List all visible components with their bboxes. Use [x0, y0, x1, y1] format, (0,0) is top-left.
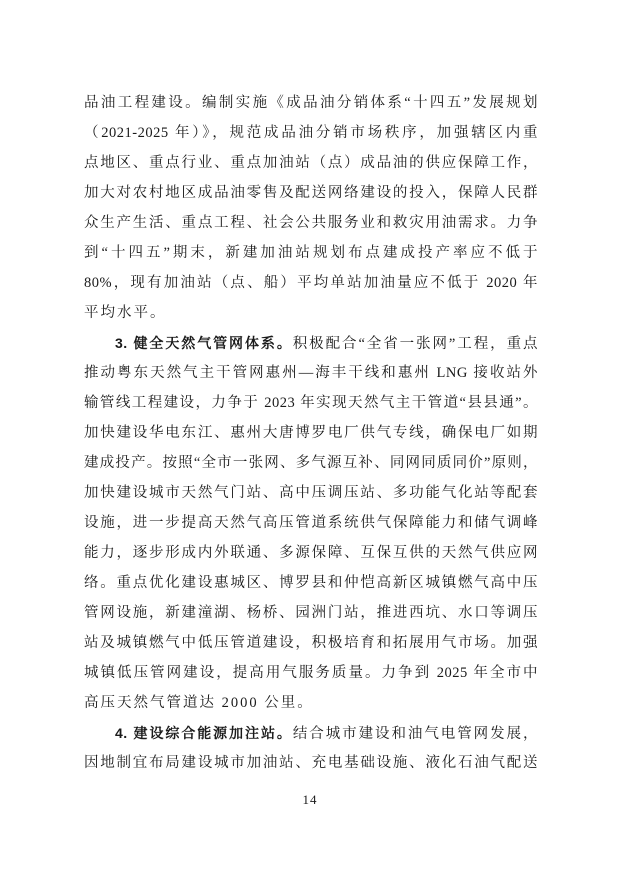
text-line [84, 88, 538, 118]
text-line [84, 598, 538, 628]
text-line [84, 418, 538, 448]
line-text: 众生产生活、重点工程、社会公共服务业和救灾用油需求。力争 [84, 215, 538, 231]
text-line [84, 568, 538, 598]
text-line [84, 508, 538, 538]
para-oil-products-continuation [84, 88, 538, 328]
line-text: 平均水平。 [84, 305, 167, 321]
line-text: 加快建设华电东江、惠州大唐博罗电厂供气专线，确保电厂如期 [84, 425, 538, 441]
text-line [84, 238, 538, 268]
paragraph-heading: 4. 建设综合能源加注站。 [115, 725, 293, 741]
text-line [84, 658, 538, 688]
line-text: 管网设施，新建潼湖、杨桥、园洲门站，推进西坑、水口等调压 [84, 605, 538, 621]
text-line [84, 118, 538, 148]
text-line [84, 748, 538, 778]
line-text: 站及城镇燃气中低压管道建设，积极培育和拓展用气市场。加强 [84, 635, 538, 651]
line-text: 络。重点优化建设惠城区、博罗县和仲恺高新区城镇燃气高中压 [84, 575, 538, 591]
line-text: 因地制宜布局建设城市加油站、充电基础设施、液化石油气配送 [84, 755, 538, 771]
text-line [84, 448, 538, 478]
text-line [84, 328, 538, 358]
line-text: 结合城市建设和油气电管网发展， [292, 726, 538, 742]
text-line [84, 478, 538, 508]
page-body-text [84, 88, 538, 778]
line-text: 输管线工程建设，力争于 2023 年实现天然气主干管道“县县通”。 [84, 395, 538, 411]
line-text: 积极配合“全省一张网”工程，重点 [292, 336, 538, 352]
text-line [84, 538, 538, 568]
line-text: 加大对农村地区成品油零售及配送网络建设的投入，保障人民群 [84, 185, 538, 201]
line-text: 能力，逐步形成内外联通、多源保障、互保互供的天然气供应网 [84, 545, 538, 561]
text-line [84, 178, 538, 208]
line-text: 推动粤东天然气主干管网惠州—海丰干线和惠州 LNG 接收站外 [84, 365, 538, 381]
line-text: 80%，现有加油站（点、船）平均单站加油量应不低于 2020 年 [84, 275, 538, 291]
line-text: 品油工程建设。编制实施《成品油分销体系“十四五”发展规划 [84, 95, 538, 111]
text-line [84, 208, 538, 238]
para-4-integrated-energy-stations [84, 718, 538, 778]
para-3-natural-gas-pipeline-network [84, 328, 538, 718]
line-text: 设施，进一步提高天然气高压管道系统供气保障能力和储气调峰 [84, 515, 538, 531]
text-line [84, 148, 538, 178]
paragraph-heading: 3. 健全天然气管网体系。 [115, 335, 293, 351]
text-line [84, 268, 538, 298]
text-line [84, 718, 538, 748]
line-text: （2021-2025 年）》，规范成品油分销市场秩序，加强辖区内重 [84, 125, 538, 141]
line-text: 加快建设城市天然气门站、高中压调压站、多功能气化站等配套 [84, 485, 538, 501]
text-line [84, 388, 538, 418]
line-text: 建成投产。按照“全市一张网、多气源互补、同网同质同价”原则， [84, 455, 538, 471]
line-text: 高压天然气管道达 2000 公里。 [84, 695, 314, 711]
text-line [84, 688, 538, 718]
line-text: 城镇低压管网建设，提高用气服务质量。力争到 2025 年全市中 [84, 665, 538, 681]
line-text: 到“十四五”期末，新建加油站规划布点建成投产率应不低于 [84, 245, 538, 261]
line-text: 点地区、重点行业、重点加油站（点）成品油的供应保障工作， [84, 155, 538, 171]
text-line [84, 628, 538, 658]
page-number: 14 [302, 792, 318, 807]
text-line [84, 298, 538, 328]
text-line [84, 358, 538, 388]
